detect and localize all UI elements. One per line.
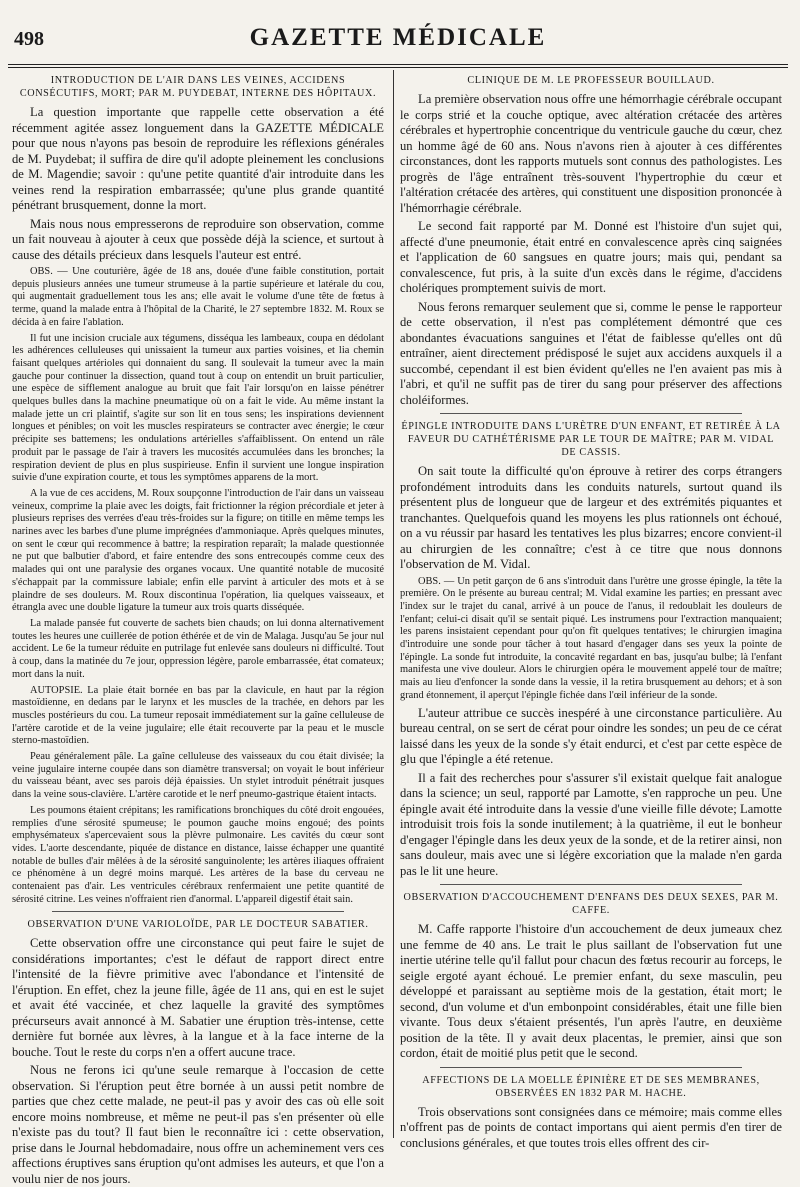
section-separator	[52, 911, 344, 912]
paragraph: Il a fait des recherches pour s'assurer s'il existait quelque fait analogue dans la science; un seul, rapporté par Lamotte, s'en rapproche un peu. Une épingle avait été introduite dans la vessie d'une vieille fille dévote; Lamotte introduisit trois fois la sonde inutilement; à la quatrième, il eut le bonheur d'engager l'épingle dans les deux yeux de la sonde, et de la retirer ainsi, non sans douleur, mais avec une si légère excoriation que la malade n'en garda pas le lit une heure.	[400, 770, 782, 878]
header-rule-double	[8, 67, 788, 68]
obs-text: — Une couturière, âgée de 18 ans, douée d'une faible constitution, portait depuis plusieurs années une tumeur strumeuse à la partie supérieure et latérale du cou, qui augmentait graduellement tous les ans; elle avait le volume d'une tête de fœtus à terme, quand la malade entra à l'hôpital de la Charité, le 27 septembre 1832. M. Roux se décida à en faire l'ablation.	[12, 266, 384, 328]
paragraph: Il fut une incision cruciale aux tégumens, disséqua les lambeaux, coupa en dédolant les adhérences celluleuses qui unissaient la tumeur aux parties voisines, et lia chemin faisant quelques artérioles qui donnaient du sang. Il soulevait la tumeur avec la main gauche pour continuer la dissection, quand tout à coup on entendit un bruit particulier, une espèce de sifflement analogue au bruit que fait l'air lorsqu'on en laisse pénétrer quelques bulles dans la machine pneumatique où on a fait le vide. Au même instant la malade jette un cri plaintif, s'agite sur son lit en tous sens; les inspirations deviennent longues et pénibles; on voit les muscles respirateurs se contracter avec énergie; le cœur précipite ses battemens; les ondulations artérielles s'affaiblissent. On entend un râle produit par le passage de l'air à travers les mucosités accumulées dans les bronches; la respiration devient de plus en plus suspirieuse. Enfin il survient une longue inspiration suivie d'une expiration courte, et tous les symptômes apparens de la mort.	[12, 332, 384, 484]
article-title-varioloide: OBSERVATION D'UNE VARIOLOÏDE, PAR LE DOCTEUR SABATIER.	[27, 919, 369, 931]
article-title-accouchement: OBSERVATION D'ACCOUCHEMENT D'ENFANS DES DEUX SEXES, PAR M. CAFFE.	[403, 892, 779, 917]
article-title-epingle: ÉPINGLE INTRODUITE DANS L'URÈTRE D'UN ENFANT, ET RETIRÉE À LA FAVEUR DU CATHÉTÉRISME PAR LE TOUR DE MAÎTRE; PAR M. VIDAL DE CASSIS.	[401, 421, 781, 458]
autopsy-label: AUTOPSIE.	[30, 684, 83, 696]
page-number: 498	[14, 28, 44, 50]
paragraph: Les poumons étaient crépitans; les ramifications bronchiques du côté droit engouées, remplies d'une sérosité spumeuse; le poumon gauche moins engoué; des points emphysémateux s'apercevaient sous la plèvre pulmonaire. Les cavités du cœur sont vides. L'aorte descendante, piquée de distance en distance, laisse échapper une quantité notable de bulles d'air mêlées à de la sérosité sanguinolente; les artères iliaques offraient ce phénomène à un degré moins marqué. Les artères de la base du cerveau ne contenaient pas d'air. Les ventricules cérébraux renfermaient une petite quantité de sérosité citrine. Les veines n'offraient rien d'anormal. L'appareil digestif était sain.	[12, 804, 384, 905]
paragraph: M. Caffe rapporte l'histoire d'un accouchement de deux jumeaux chez une femme de 40 ans. Le trait le plus saillant de l'observation fut une inertie utérine telle qu'il fallut pour chacun des fœtus recourir au forceps, le seigle ergoté ayant échoué. Le premier enfant, du sexe masculin, peu développé et paraissant au septième mois de la gestation, était mort; le second, d'un volume et d'un embonpoint considérables, était une fille bien vivante. Tous deux s'étaient présentés, l'un après l'autre, en deuxième position de la tête. Il y avait deux placentas, le premier, ainsi que son cordon, était de moitié plus petit que le second.	[400, 922, 782, 1061]
section-separator	[440, 413, 742, 414]
paragraph: Le second fait rapporté par M. Donné est l'histoire d'un sujet qui, affecté d'une pneumonie, était entré en convalescence après cinq saignées et l'application de 60 sangsues en quatre jours; mais qui, pendant sa convalescence, fut pris, à la suite d'un excès dans le régime, d'accidens cholériques promptement suivis de mort.	[400, 219, 782, 295]
autopsy-paragraph	[12, 685, 384, 749]
journal-title: GAZETTE MÉDICALE	[249, 24, 547, 51]
observation-paragraph	[400, 576, 782, 703]
autopsy-text: La plaie était bornée en bas par la clavicule, en haut par la région mastoïdienne, en dedans par le larynx et les muscles de la trachée, en dehors par les muscles postérieurs du cou. La tumeur reposait immédiatement sur la gaîne celluleuse de l'artère carotide et de la veine jugulaire; elle était recouverte par la peau et le muscle sterno-mastoïdien.	[12, 684, 384, 747]
observation-paragraph	[12, 266, 384, 330]
paragraph: L'auteur attribue ce succès inespéré à une circonstance particulière. Au bureau central, on se sert de cérat pour oindre les sondes; un peu de ce cérat laissé dans les yeux de la sonde s'y était endurci, et c'est par cette espèce de glu que l'épingle a été retenue.	[400, 705, 782, 767]
paragraph: La malade pansée fut couverte de sachets bien chauds; on lui donna alternativement toutes les heures une cuillerée de potion éthérée et de vin de Malaga. Jusqu'au 5e jour nul accident. Le 6e la tumeur réduite en putrilage fut enlevée sans douleurs ni difficulté. Tout à coup, dans la matinée du 7e jour, oppression légère, parole embarrassée, état comateux; mort dans la nuit.	[12, 617, 384, 680]
section-separator	[440, 1067, 742, 1068]
paragraph: Cette observation offre une circonstance qui peut faire le sujet de considérations importantes; c'est le défaut de rapport direct entre l'intensité de la fièvre primitive avec l'abondance et l'intensité de l'éruption. En effet, chez la jeune fille, âgée de 11 ans, qui en est le sujet et avait été vaccinée, et chez laquelle la gravité des symptômes précurseurs avait annoncé à M. Sabatier une éruption très-intense, cette dernière fut bornée aux lèvres, à la langue et à la face interne de la bouche. Tout le reste du corps n'en a offert aucune trace.	[12, 936, 384, 1059]
header-rule	[8, 64, 788, 65]
left-column	[12, 72, 384, 1186]
article-title-air-veins: INTRODUCTION DE L'AIR DANS LES VEINES, ACCIDENS CONSÉCUTIFS, MORT; PAR M. PUYDEBAT, INTERNE DES HÔPITAUX.	[19, 75, 377, 99]
obs-label: OBS.	[30, 266, 53, 277]
paragraph: Peau généralement pâle. La gaîne celluleuse des vaisseaux du cou était divisée; la veine jugulaire interne coupée dans son diamètre transversal; on voyait le bout inférieur du vaisseau béant, avec ses parois déjà épaissies. Un stylet introduit pénétrait jusques dans la veine sous-clavière. L'artère carotide et le nerf pneumo-gastrique étaient intacts.	[12, 751, 384, 801]
article-title-bouillaud: CLINIQUE DE M. LE PROFESSEUR BOUILLAUD.	[467, 75, 715, 86]
paragraph: Trois observations sont consignées dans ce mémoire; mais comme elles n'offrent pas de points de contact importans qui aient permis d'en tirer de conclusions générales, et que toutes trois elles offrent des cir-	[400, 1104, 782, 1150]
paragraph: On sait toute la difficulté qu'on éprouve à retirer des corps étrangers profondément introduits dans les conduits naturels, surtout quand ils présentent plus de longueur que de largeur et des extrémités piquantes et tranchantes. Quelquefois quand les moyens les plus rationnels ont échoué, on a vu réussir par hasard les tentatives les plus bizarres; encore convient-il au chirurgien de les connaître; c'est à ce titre que nous donnons l'observation de M. Vidal.	[400, 464, 782, 571]
section-separator	[440, 884, 742, 885]
article-title-moelle: AFFECTIONS DE LA MOELLE ÉPINIÈRE ET DE SES MEMBRANES, OBSERVÉES EN 1832 PAR M. HACHE.	[422, 1074, 760, 1099]
paragraph: Nous ne ferons ici qu'une seule remarque à l'occasion de cette observation. Si l'éruption peut être bornée à un aussi petit nombre de parties que chez cette malade, ne peut-il pas y avoir des cas où elle soit encore moins nombreuse, et même ne peut-il pas s'en présenter où elle n'existe pas du tout? Il faut bien le reconnaître ici : cette observation, prise dans le Journal hebdomadaire, nous offre un acheminement vers ces affections éruptives sans éruption qu'ont admises les auteurs, et que l'on a voulu nier de nos jours.	[12, 1063, 384, 1186]
column-divider	[393, 70, 394, 1138]
paragraph: La première observation nous offre une hémorrhagie cérébrale occupant le corps strié et la couche optique, avec altération crétacée des artères cérébrales et hypertrophie concentrique du ventricule gauche du cœur, chez un homme âgé de 60 ans. Nous n'avons rien à ajouter à ces différentes circonstances, dont les rapports mutuels sont connus des pathologistes. Les progrès de l'âge entraînent très-souvent l'hypertrophie du cœur et l'altération crétacée des artères, qui constituent une disposition prononcée à l'hémorrhagie cérébrale.	[400, 92, 782, 215]
paragraph: La question importante que rappelle cette observation a été récemment agitée assez longuement dans la GAZETTE MÉDICALE pour que nous n'ayons pas besoin de reproduire les réflexions générales de M. Puydebat; il suffira de dire qu'il adopte pleinement les conclusions de M. Magendie; savoir : qu'une petite quantité d'air introduite dans les veines rend la respiration embarrassée; qu'une plus grande quantité pénétrant brusquement, donne la mort.	[12, 105, 384, 212]
paragraph: A la vue de ces accidens, M. Roux soupçonne l'introduction de l'air dans un vaisseau veineux, comprime la plaie avec les doigts, fait frictionner la région précordiale et jeter à plusieurs reprises des verrées d'eau très-froides sur la figure; on titille en même temps les narines avec les barbes d'une plume imprégnées d'ammoniaque. Après quelques minutes, on sent le cœur qui recommence à battre; la respiration reparaît; la malade questionnée ne put que balbutier d'abord, et faire entendre des sons entrecoupés comme ceux des malades qui ont une paralysie des organes vocaux. Une quantité notable de mucosité s'échappait par la commissure labiale; enfin elle parvint à articuler des mots et à se plaindre de ses douleurs. M. Roux discontinua l'opération, lia quelques vaisseaux, et étrangla avec une double ligature la tumeur aux trois quarts disséquée.	[12, 487, 384, 614]
right-column	[400, 72, 782, 1150]
obs-text: — Un petit garçon de 6 ans s'introduit dans l'urètre une grosse épingle, la tête la première. On le présente au bureau central; M. Vidal examine les parties; en pressant avec l'index sur le trajet du canal, arrivé à un pouce de l'anus, il redoublait les douleurs de l'enfant; celui-ci disait qu'il se sentait piqué. Les instrumens pour l'extraction manquaient; les parens insistaient cependant pour qu'on fît quelques tentatives; le chirurgien imagina d'introduire une sonde pour tâcher à tout hasard d'engager dans ses yeux la pointe de l'épingle. La sonde fut introduite, la concavité regardant en bas, jusqu'au bulbe; là l'enfant manifesta une vive douleur. Alors le chirurgien opéra le mouvement appelé tour de maître; mais au lieu d'enfoncer la sonde dans la vessie, il la retira brusquement au dehors; et à son grand étonnement, il aperçut l'épingle fichée dans l'œil inférieur de la sonde.	[400, 575, 782, 701]
paragraph: Mais nous nous empresserons de reproduire son observation, comme un fait nouveau à ajouter à ceux que possède déjà la science, et surtout à cause des détails précieux dans lesquels l'auteur est entré.	[12, 216, 384, 262]
paragraph: Nous ferons remarquer seulement que si, comme le pense le rapporteur de cette observation, il n'est pas complétement démontré que ces abondantes évacuations sanguines et l'état de faiblesse qu'elles ont dû entraîner, aient directement prédisposé le sujet aux accidens auxquels il a succombé, cependant il est bien évident qu'elles ne l'en avaient pas mis à l'abri, et qu'il ne suffit pas de tirer du sang pour préserver des affections choléiformes.	[400, 299, 782, 407]
page-header	[8, 24, 788, 60]
obs-label: OBS.	[418, 575, 441, 587]
